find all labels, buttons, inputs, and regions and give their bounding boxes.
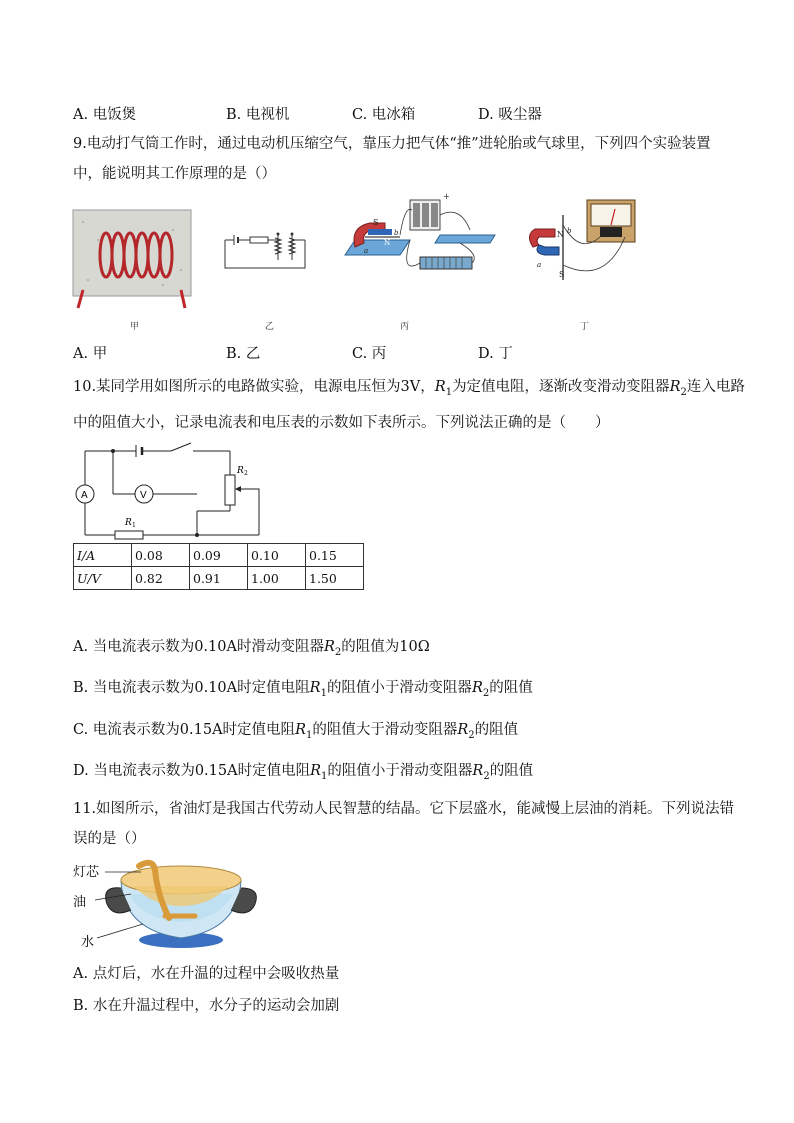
table-cell: 0.08 bbox=[132, 544, 190, 567]
table-row bbox=[74, 544, 364, 567]
q10-stem-line1: 10.某同学用如图所示的电路做实验，电源电压恒为3V，$R_1$为定值电阻，逐渐改变滑动变阻器$R_2$连入电路 bbox=[73, 379, 745, 398]
table-cell: 0.09 bbox=[190, 544, 248, 567]
svg-text:b: b bbox=[394, 229, 399, 237]
figure-jia-coil bbox=[73, 210, 193, 310]
ammeter-label: A bbox=[81, 490, 88, 501]
caption-bing: 丙 bbox=[400, 322, 410, 332]
figure-yi-electromagnet bbox=[220, 228, 310, 288]
r1-label: R bbox=[125, 518, 132, 528]
q10-stem-line2: 中的阻值大小，记录电流表和电压表的示数如下表所示。下列说法正确的是（ ） bbox=[73, 415, 610, 431]
table-cell: 1.00 bbox=[248, 567, 306, 590]
q11-stem-line1: 11.如图所示，省油灯是我国古代劳动人民智慧的结晶。它下层盛水，能减慢上层油的消耗。下列说法错 bbox=[73, 801, 735, 817]
caption-ding: 丁 bbox=[580, 322, 590, 332]
lamp-label-wick: 灯芯 bbox=[73, 865, 100, 880]
svg-text:N: N bbox=[557, 230, 564, 239]
row-label-voltage: U/V bbox=[74, 567, 132, 590]
svg-text:S: S bbox=[373, 218, 379, 227]
caption-yi: 乙 bbox=[265, 322, 275, 332]
q10-data-table bbox=[73, 543, 364, 590]
table-cell: 0.91 bbox=[190, 567, 248, 590]
r1-subscript: 1 bbox=[132, 522, 136, 529]
q9-option-b: B. 乙 bbox=[226, 346, 261, 362]
q11-option-b: B. 水在升温过程中，水分子的运动会加剧 bbox=[73, 998, 340, 1014]
figure-ding-generator bbox=[525, 195, 645, 295]
q9-option-a: A. 甲 bbox=[73, 346, 108, 362]
q10-circuit-diagram bbox=[73, 443, 268, 541]
svg-text:S: S bbox=[559, 270, 565, 279]
q10-option-c: C. 电流表示数为0.15A时定值电阻$R_1$的阻值大于滑动变阻器$R_2$的阻值 bbox=[73, 722, 519, 741]
table-cell: 1.50 bbox=[306, 567, 364, 590]
caption-jia: 甲 bbox=[130, 322, 140, 332]
table-cell: 0.10 bbox=[248, 544, 306, 567]
table-row bbox=[74, 567, 364, 590]
r2-label: R bbox=[237, 466, 244, 476]
svg-text:+: + bbox=[443, 192, 450, 201]
q10-option-b: B. 当电流表示数为0.10A时定值电阻$R_1$的阻值小于滑动变阻器$R_2$的阻值 bbox=[73, 680, 533, 699]
table-cell: 0.15 bbox=[306, 544, 364, 567]
table-cell: 0.82 bbox=[132, 567, 190, 590]
svg-text:a: a bbox=[537, 261, 542, 269]
q10-option-d: D. 当电流表示数为0.15A时定值电阻$R_1$的阻值小于滑动变阻器$R_2$的阻值 bbox=[73, 763, 534, 782]
q11-option-a: A. 点灯后，水在升温的过程中会吸收热量 bbox=[73, 966, 340, 982]
row-label-current: I/A bbox=[74, 544, 132, 567]
svg-text:b: b bbox=[567, 227, 572, 235]
q9-stem-line1: 9.电动打气筒工作时，通过电动机压缩空气，靠压力把气体“推”进轮胎或气球里，下列四个实验装置 bbox=[73, 136, 711, 152]
q9-option-d: D. 丁 bbox=[478, 346, 513, 362]
q9-option-c: C. 丙 bbox=[352, 346, 387, 362]
q11-stem-line2: 误的是（） bbox=[73, 831, 146, 847]
q8-option-a: A. 电饭煲 bbox=[73, 107, 137, 123]
figure-bing-motor bbox=[340, 192, 500, 295]
voltmeter-label: V bbox=[140, 490, 147, 501]
q8-option-b: B. 电视机 bbox=[226, 107, 290, 123]
svg-text:a: a bbox=[364, 247, 369, 255]
lamp-label-oil: 油 bbox=[73, 895, 87, 910]
q8-option-d: D. 吸尘器 bbox=[478, 107, 542, 123]
q10-option-a: A. 当电流表示数为0.10A时滑动变阻器$R_2$的阻值为10Ω bbox=[73, 639, 430, 658]
q9-stem-line2: 中，能说明其工作原理的是（） bbox=[73, 166, 276, 182]
q11-oil-lamp-figure bbox=[73, 858, 258, 956]
lamp-label-water: 水 bbox=[81, 935, 95, 950]
r2-subscript: 2 bbox=[244, 470, 248, 477]
svg-text:N: N bbox=[384, 239, 391, 247]
q8-option-c: C. 电冰箱 bbox=[352, 107, 416, 123]
